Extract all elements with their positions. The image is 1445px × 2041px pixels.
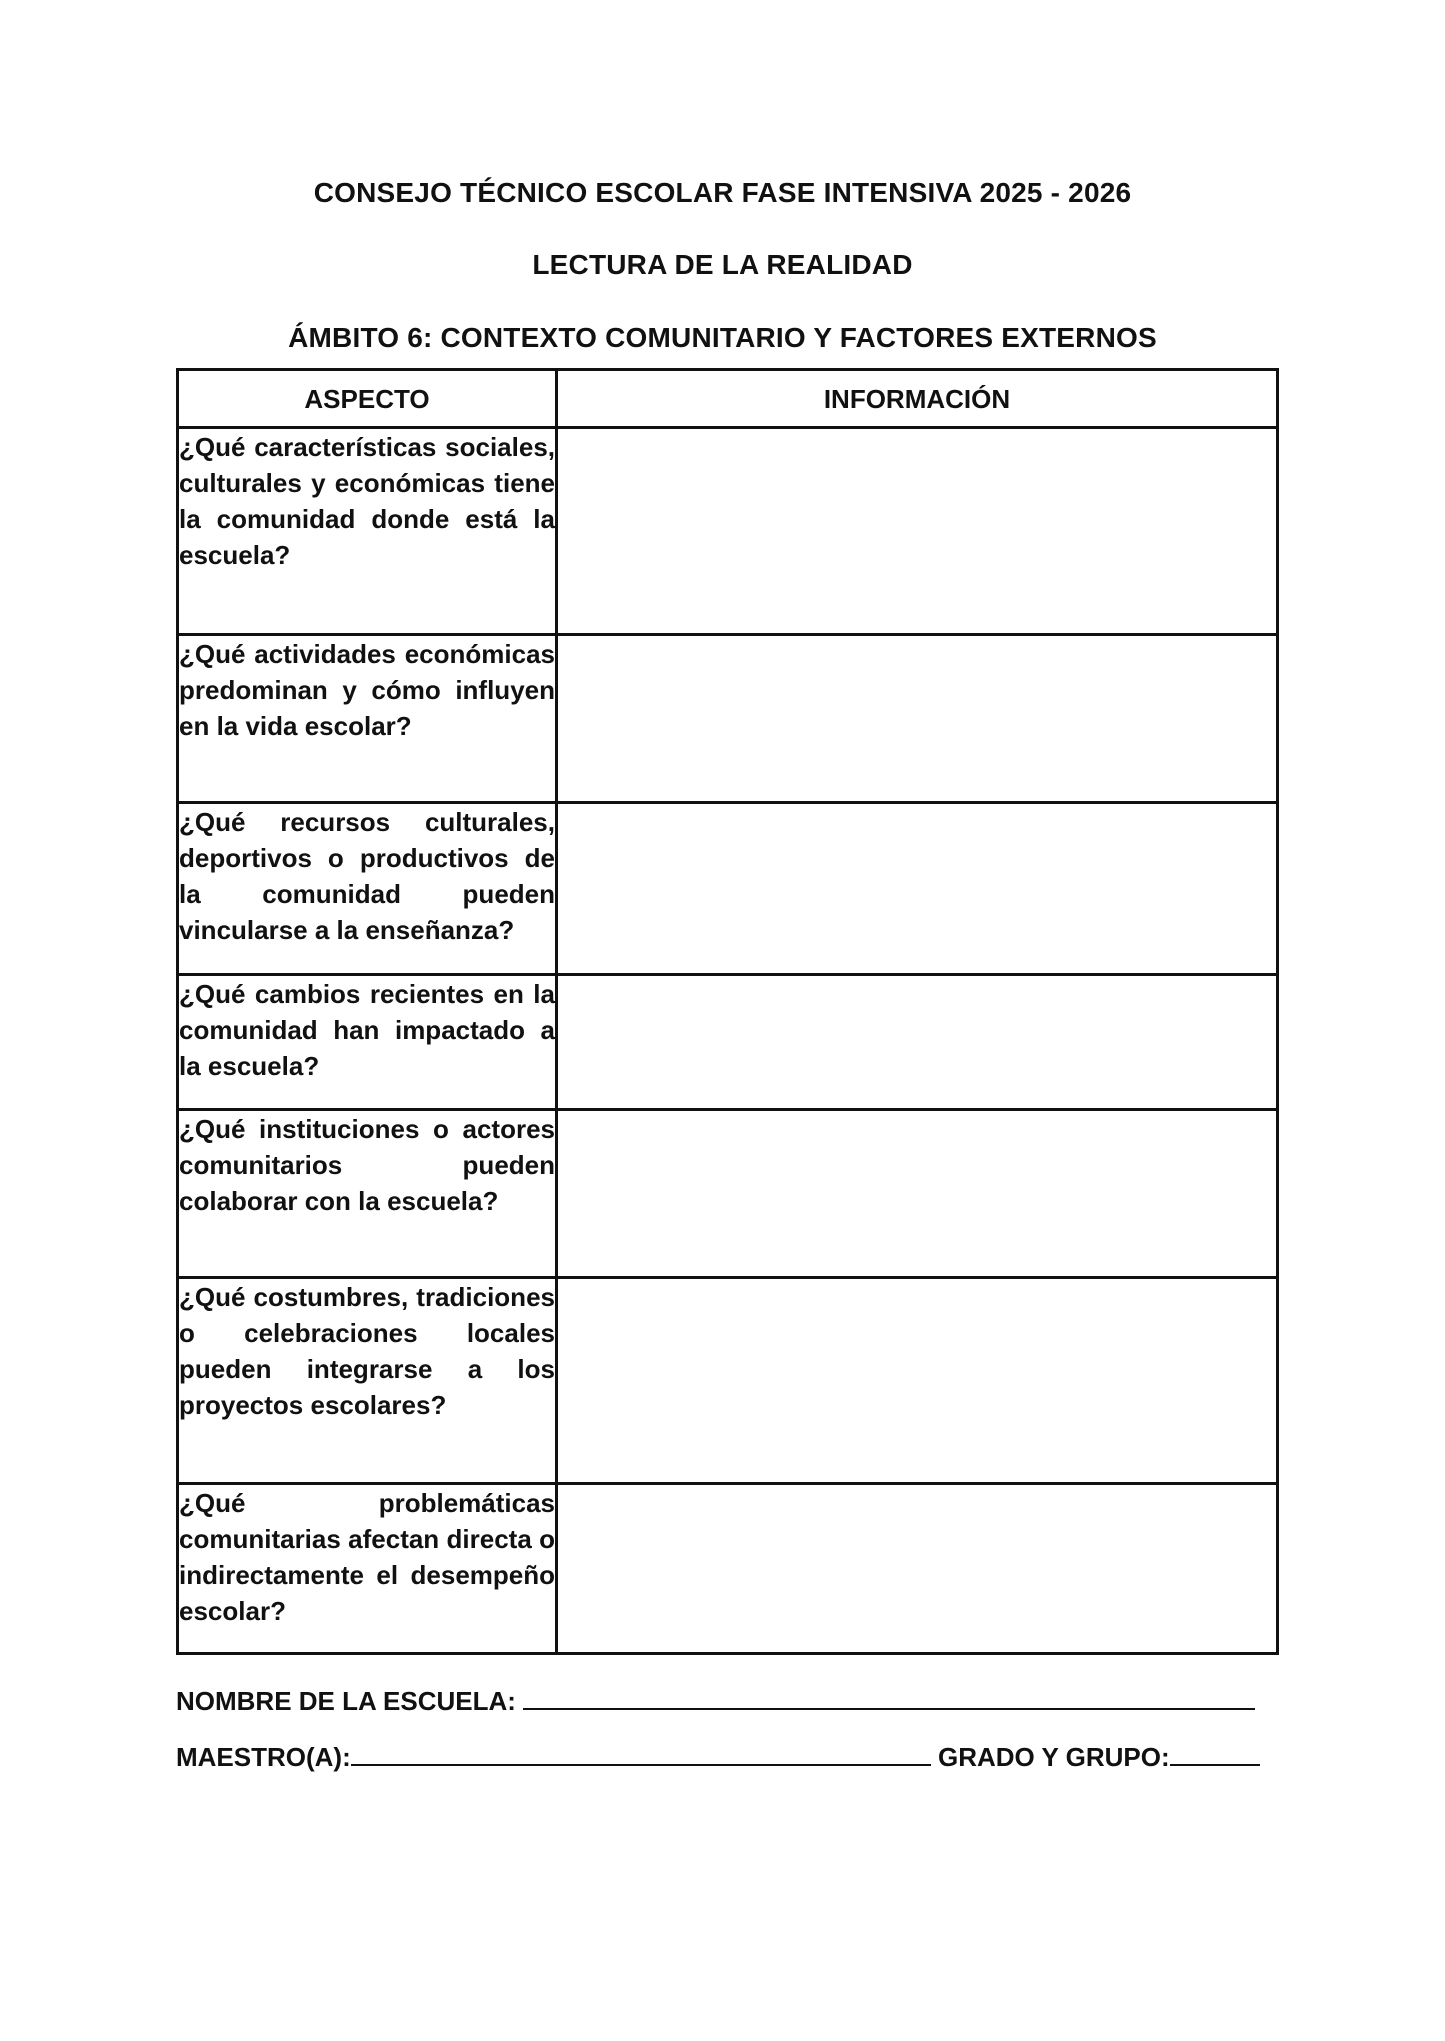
aspect-cell: ¿Qué costumbres, tradiciones o celebraciones locales pueden integrarse a los proyectos escolares? (178, 1278, 557, 1484)
table-row (178, 635, 1278, 803)
table-row (178, 975, 1278, 1110)
info-cell[interactable] (557, 803, 1278, 975)
column-header-info: INFORMACIÓN (557, 370, 1278, 428)
teacher-grade-line (176, 1740, 1276, 1774)
column-header-aspect: ASPECTO (178, 370, 557, 428)
info-cell[interactable] (557, 428, 1278, 635)
grade-group-field[interactable] (1170, 1740, 1260, 1766)
info-cell[interactable] (557, 1484, 1278, 1654)
aspect-cell: ¿Qué cambios recientes en la comunidad han impactado a la escuela? (178, 975, 557, 1110)
table-header-row (178, 370, 1278, 428)
document-title: CONSEJO TÉCNICO ESCOLAR FASE INTENSIVA 2025 - 2026 (313, 177, 1132, 208)
school-name-field[interactable] (523, 1684, 1255, 1710)
school-name-label: NOMBRE DE LA ESCUELA: (176, 1686, 516, 1716)
info-cell[interactable] (557, 975, 1278, 1110)
aspect-cell: ¿Qué características sociales, culturales y económicas tiene la comunidad donde está la escuela? (178, 428, 557, 635)
aspect-cell: ¿Qué actividades económicas predominan y cómo influyen en la vida escolar? (178, 635, 557, 803)
grade-group-label: GRADO Y GRUPO: (938, 1742, 1170, 1772)
info-cell[interactable] (557, 1110, 1278, 1278)
aspect-cell: ¿Qué instituciones o actores comunitarios pueden colaborar con la escuela? (178, 1110, 557, 1278)
section-heading: ÁMBITO 6: CONTEXTO COMUNITARIO Y FACTORES EXTERNOS (288, 322, 1157, 353)
info-cell[interactable] (557, 635, 1278, 803)
teacher-field[interactable] (351, 1740, 931, 1766)
aspect-cell: ¿Qué recursos culturales, deportivos o productivos de la comunidad pueden vincularse a la enseñanza? (178, 803, 557, 975)
teacher-label: MAESTRO(A): (176, 1742, 351, 1772)
aspect-cell: ¿Qué problemáticas comunitarias afectan directa o indirectamente el desempeño escolar? (178, 1484, 557, 1654)
info-cell[interactable] (557, 1278, 1278, 1484)
table-row (178, 1278, 1278, 1484)
table-row (178, 1484, 1278, 1654)
document-subtitle: LECTURA DE LA REALIDAD (532, 249, 913, 280)
school-name-line (176, 1684, 1276, 1718)
table-row (178, 803, 1278, 975)
aspect-table (176, 368, 1276, 1655)
table-row (178, 428, 1278, 635)
table-row (178, 1110, 1278, 1278)
